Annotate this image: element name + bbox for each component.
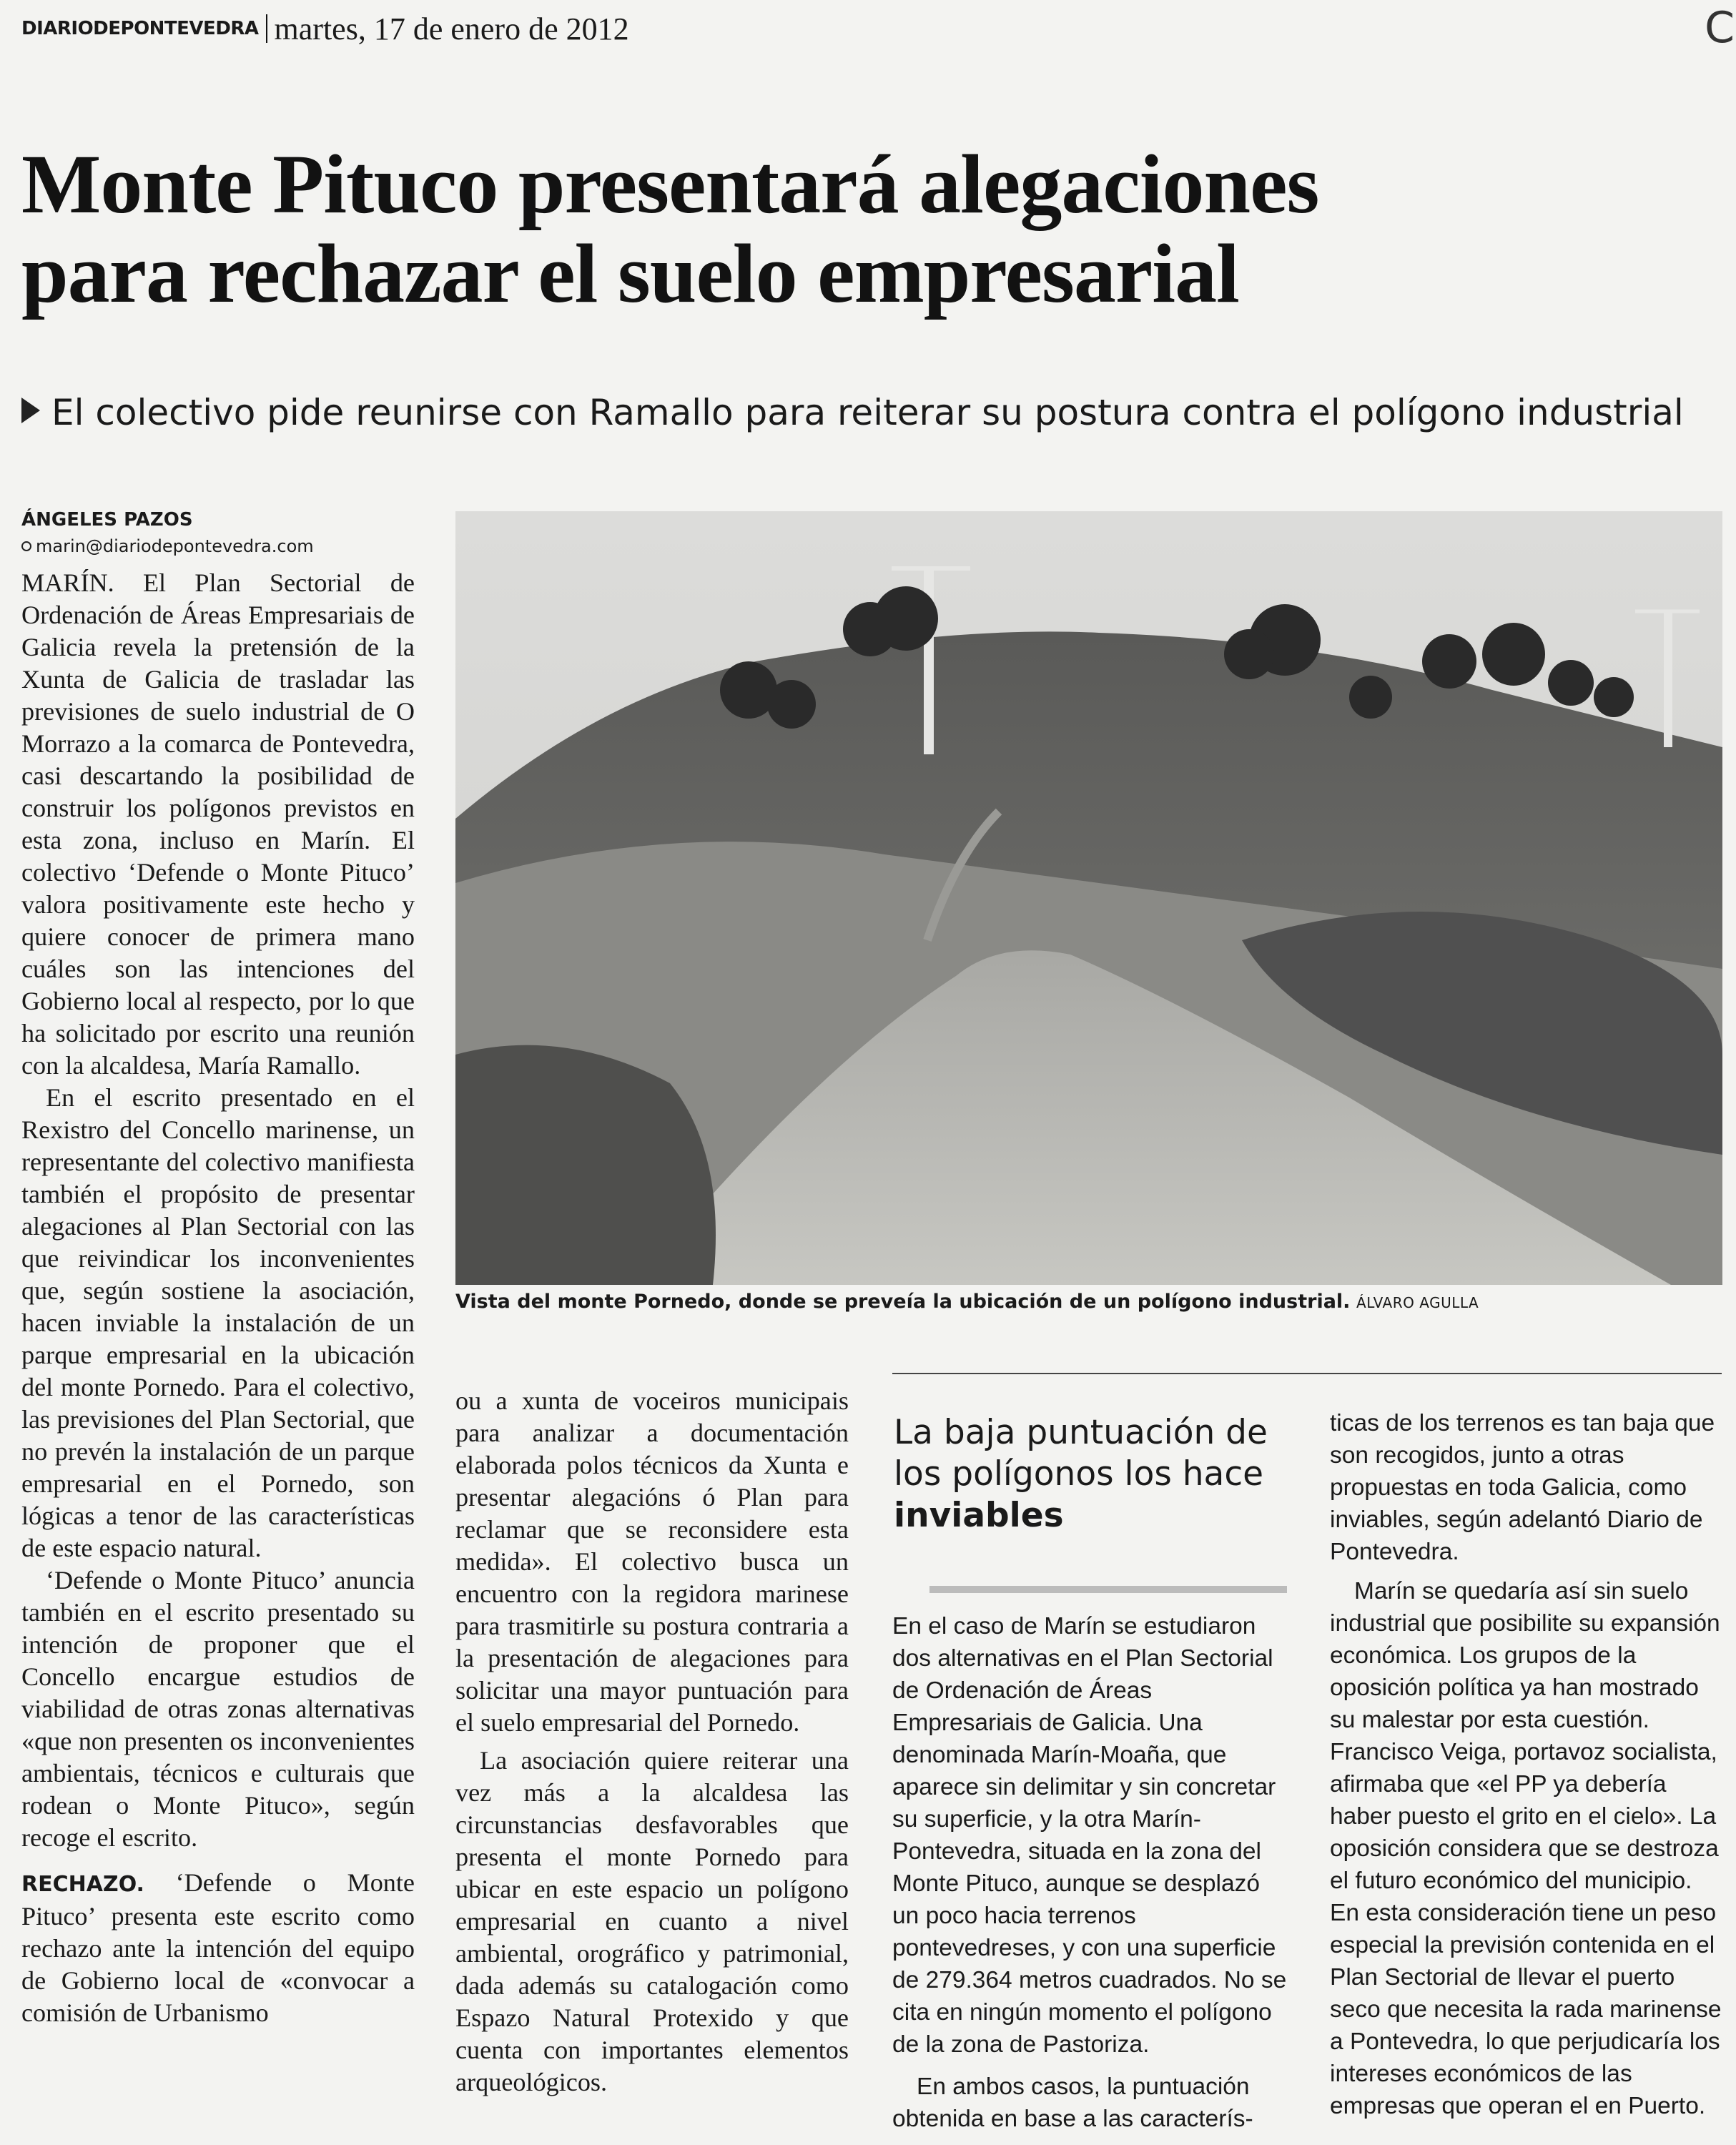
- headline-line-2: para rechazar el suelo empresarial: [21, 227, 1239, 320]
- article-paragraph: ou a xunta de voceiros municipais para analizar a documentación elaborada polos técnicos da Xunta e presentar alegacións ó Plan para reclamar que se reconsidere esta medida». El colectivo busca un encuentro con la regidora marinese para trasmitirle su postura contraria a la presentación de alegaciones para solicitar una mayor puntuación para el suelo empresarial del Pornedo.: [455, 1386, 849, 1737]
- sidebar-top-rule: [892, 1373, 1722, 1374]
- caption-text: Vista del monte Pornedo, donde se preveía la ubicación de un polígono industrial.: [455, 1291, 1351, 1313]
- article-column-2: [455, 1385, 849, 2099]
- subheadline: [21, 390, 1723, 435]
- kicker-text: ‘Defende o Monte Pituco’ presenta este escrito como rechazo ante la intención del equipo de Gobierno local de «convocar a comisión de Urbanismo: [21, 1868, 415, 2027]
- publication-date: martes, 17 de enero de 2012: [274, 11, 629, 46]
- sidebar-column-2: [1330, 1407, 1723, 2122]
- sidebar-headline-line-2: los polígonos los hace: [894, 1454, 1264, 1494]
- photo-credit: ÁLVARO AGULLA: [1356, 1294, 1479, 1311]
- article-paragraph: MARÍN. El Plan Sectorial de Ordenación de Áreas Empresariais de Galicia revela la pretensión de la Xunta de Galicia de trasladar las previsiones de suelo industrial de O Morrazo a la comarca de Pontevedra, casi descartando la posibilidad de construir los polígonos previstos en esta zona, incluso en Marín. El colectivo ‘Defende o Monte Pituco’ valora positivamente este hecho y quiere conocer de primera mano cuáles son las intenciones del Gobierno local al respecto, por lo que ha solicitado por escrito una reunión con la alcaldesa, María Ramallo.: [21, 568, 415, 1080]
- author-email: [21, 536, 314, 556]
- sidebar-paragraph: ticas de los terrenos es tan baja que son recogidos, junto a otras propuestas en toda Galicia, como inviables, según adelantó Diario de Pontevedra.: [1330, 1410, 1715, 1565]
- sidebar-column-1: [892, 1610, 1293, 2135]
- email-icon: [21, 541, 31, 551]
- sidebar-headline-line-1: La baja puntuación de: [894, 1413, 1268, 1452]
- article-paragraph: La asociación quiere reiterar una vez más a la alcaldesa las circunstancias desfavorables que presenta el monte Pornedo para ubicar en este espacio un polígono empresarial en cuanto a nivel ambiental, orográfico y patrimonial, dada además su catalogación como Espazo Natural Protexido y que cuenta con importantes elementos arqueológicos.: [455, 1746, 849, 2096]
- sidebar-paragraph: Marín se quedaría así sin suelo industrial que posibilite su expansión económica. Los grupos de la oposición política ya han mostrado su malestar por esta cuestión. Francisco Veiga, portavoz socialista, afirmaba que «el PP ya debería haber puesto el grito en el cielo». La oposición considera que se destroza el futuro económico del municipio. En esta consideración tiene un peso especial la previsión contenida en el Plan Sectorial de llevar el puerto seco que necesita la rada marinense a Pontevedra, lo que perjudicaría los intereses económicos de las empresas que operan el en Puerto.: [1330, 1578, 1722, 2119]
- article-column-1: [21, 567, 415, 2029]
- newspaper-brand: DIARIODEPONTEVEDRA: [21, 18, 259, 39]
- article-photo: [455, 511, 1722, 1285]
- headline: [21, 139, 1723, 318]
- article-paragraph: ‘Defende o Monte Pituco’ anuncia también en el escrito presentado su intención de proponer que el Concello encargue estudios de viabilidad de otras zonas alternativas «que non presenten os inconvenientes ambientais, técnicos e culturais que rodean o Monte Pituco», según recoge el escrito.: [21, 1566, 415, 1852]
- author-byline: ÁNGELES PAZOS: [21, 509, 193, 531]
- article-paragraph: [21, 1867, 415, 2029]
- sidebar-headline: [894, 1412, 1294, 1537]
- subheadline-text: El colectivo pide reunirse con Ramallo para reiterar su postura contra el polígono industrial: [51, 392, 1684, 433]
- sidebar-headline-rule: [929, 1586, 1287, 1593]
- headline-line-1: Monte Pituco presentará alegaciones: [21, 137, 1319, 231]
- sidebar-paragraph: En el caso de Marín se estudiaron dos alternativas en el Plan Sectorial de Ordenación de Áreas Empresariais de Galicia. Una denominada Marín-Moaña, que aparece sin delimitar y sin concretar su superficie, y la otra Marín-Pontevedra, situada en la zona del Monte Pituco, aunque se desplazó un poco hacia terrenos pontevedreses, y con una superficie de 279.364 metros cuadrados. No se cita en ningún momento el polígono de la zona de Pastoriza.: [892, 1613, 1287, 2058]
- author-email-text: marin@diariodepontevedra.com: [36, 536, 314, 556]
- photo-caption: [455, 1289, 1722, 1316]
- masthead-divider: [266, 14, 267, 43]
- article-paragraph: En el escrito presentado en el Rexistro del Concello marinense, un representante del colectivo manifiesta también el propósito de presentar alegaciones al Plan Sectorial con las que reivindicar los inconvenientes que, según sostiene la asociación, hacen inviable la instalación de un parque empresarial en la ubicación del monte Pornedo. Para el colectivo, las previsiones del Plan Sectorial, que no prevén la instalación de un parque empresarial en el Pornedo, son lógicas a tenor de las características de este espacio natural.: [21, 1083, 415, 1562]
- triangle-bullet-icon: [21, 398, 40, 423]
- section-kicker: RECHAZO.: [21, 1872, 144, 1897]
- hillside-photo-illustration: [455, 511, 1722, 1285]
- masthead: [21, 7, 629, 50]
- sidebar-headline-strong: inviables: [894, 1496, 1064, 1535]
- page-corner-letter: C: [1705, 3, 1735, 53]
- sidebar-paragraph: En ambos casos, la puntuación obtenida en base a las caracterís-: [892, 2074, 1253, 2132]
